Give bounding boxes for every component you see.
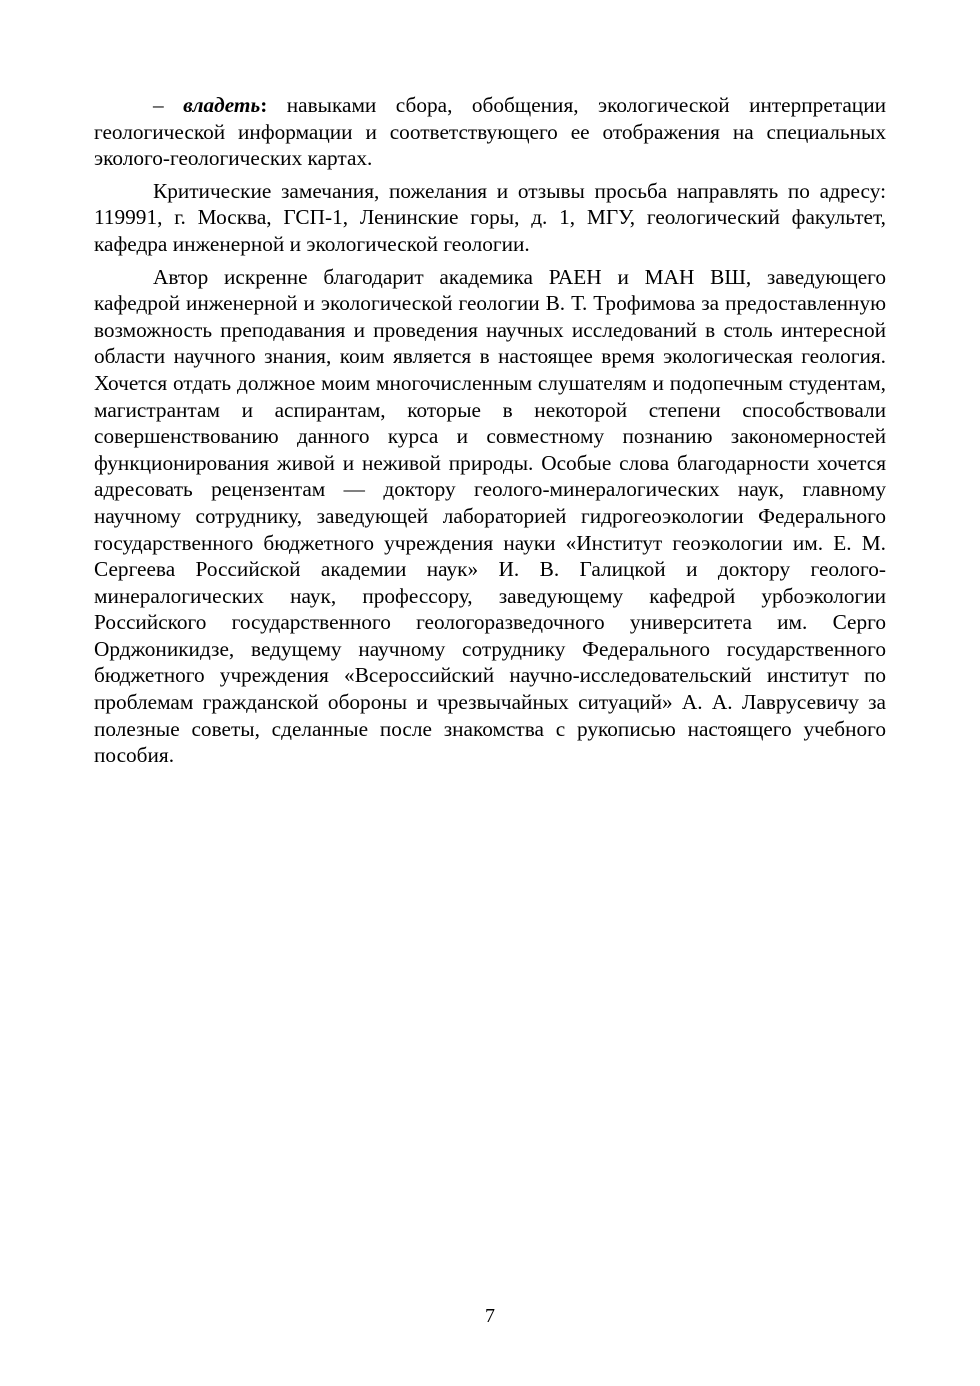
list-dash: – — [153, 93, 184, 117]
paragraph-skills-text: навыками сбора, обобщения, экологической интерпретации геологической информации и соответствующего ее отображения на специальных эколого-геологических картах. — [94, 93, 886, 171]
paragraph-feedback-text: Критические замечания, пожелания и отзывы просьба направлять по адресу: 119991, г. Москва, ГСП-1, Ленинские горы, д. 1, МГУ, геологический факультет, кафедра инженерной и экологической геологии. — [94, 178, 886, 256]
term-colon: : — [260, 93, 268, 117]
page-number: 7 — [485, 1305, 495, 1327]
page-body — [94, 92, 886, 775]
term-vladet: владеть — [183, 93, 261, 117]
paragraph-acknowledgements — [94, 264, 886, 769]
paragraph-acknowledgements-text: Автор искренне благодарит академика РАЕН и МАН ВШ, заведующего кафедрой инженерной и экологической геологии В. Т. Трофимова за предоставленную возможность преподавания и проведения научных исследований в столь интересной области научного знания, коим является в настоящее время экологическая геология. Хочется отдать должное моим многочисленным слушателям и подопечным студентам, магистрантам и аспирантам, которые в некоторой степени способствовали совершенствованию данного курса и совместному познанию закономерностей функционирования живой и неживой природы. Особые слова благодарности хочется адресовать рецензентам — доктору геолого-минералогических наук, главному научному сотруднику, заведующей лабораторией гидрогеоэкологии Федерального государственного бюджетного учреждения науки «Институт геоэкологии им. Е. М. Сергеева Российской академии наук» И. В. Галицкой и доктору геолого-минералогических наук, профессору, заведующему кафедрой урбоэкологии Российского государственного геологоразведочного университета им. Серго Орджоникидзе, ведущему научному сотруднику Федерального государственного бюджетного учреждения «Всероссийский научно-исследовательский институт по проблемам гражданской обороны и чрезвычайных ситуаций» А. А. Лаврусевичу за полезные советы, сделанные после знакомства с рукописью настоящего учебного пособия. — [94, 264, 886, 768]
paragraph-feedback-address — [94, 178, 886, 258]
paragraph-skills — [94, 92, 886, 172]
